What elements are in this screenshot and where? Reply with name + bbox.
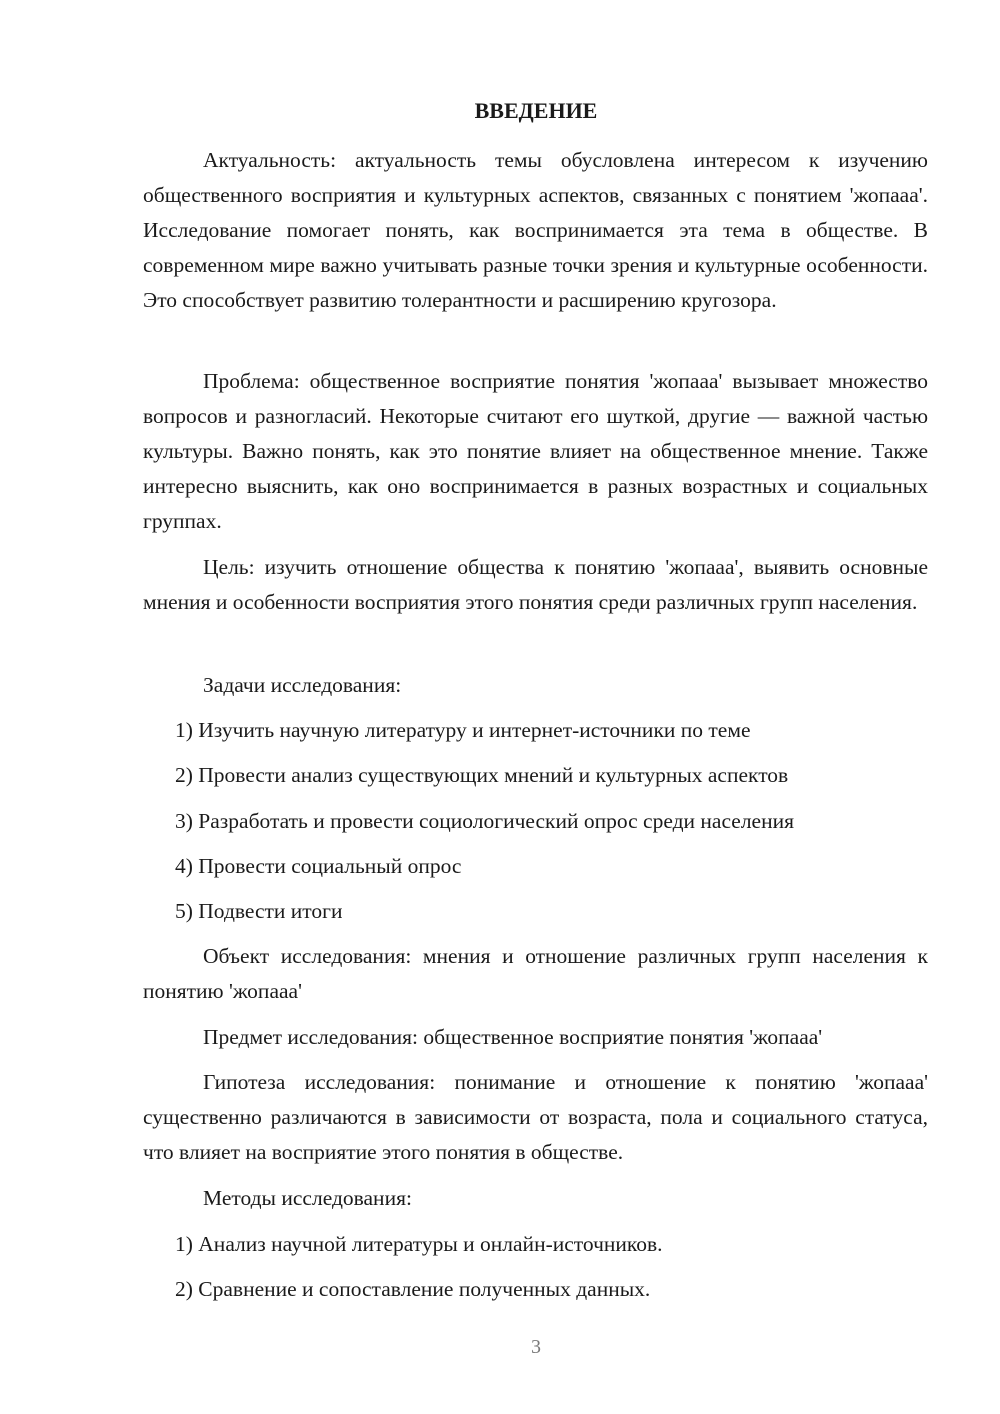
method-item: 1) Анализ научной литературы и онлайн-источников. — [175, 1232, 663, 1256]
task-item: 4) Провести социальный опрос — [175, 854, 462, 878]
task-item: 5) Подвести итоги — [175, 899, 343, 923]
task-item: 1) Изучить научную литературу и интернет-источники по теме — [175, 718, 751, 742]
page-number: 3 — [531, 1336, 541, 1358]
relevance-paragraph: Актуальность: актуальность темы обусловлена интересом к изучению общественного восприятия и культурных аспектов, связанных с понятием 'жопааа'. Исследование помогает понять, как воспринимается эта тема в обществе. В современном мире важно учитывать разные точки зрения и культурные особенности. Это способствует развитию толерантности и расширению кругозора. — [143, 148, 928, 312]
goal-paragraph: Цель: изучить отношение общества к понятию 'жопааа', выявить основные мнения и особенности восприятия этого понятия среди различных групп населения. — [143, 555, 928, 614]
task-item: 2) Провести анализ существующих мнений и культурных аспектов — [175, 763, 789, 787]
object-paragraph: Объект исследования: мнения и отношение различных групп населения к понятию 'жопааа' — [143, 944, 928, 1003]
methods-title: Методы исследования: — [203, 1186, 412, 1210]
hypothesis-paragraph: Гипотеза исследования: понимание и отношение к понятию 'жопааа' существенно различаются в зависимости от возраста, пола и социального статуса, что влияет на восприятие этого понятия в обществе. — [143, 1070, 928, 1164]
method-item: 2) Сравнение и сопоставление полученных данных. — [175, 1277, 651, 1301]
problem-paragraph: Проблема: общественное восприятие понятия 'жопааа' вызывает множество вопросов и разногласий. Некоторые считают его шуткой, другие — важной частью культуры. Важно понять, как это понятие влияет на общественное мнение. Также интересно выяснить, как оно воспринимается в разных возрастных и социальных группах. — [143, 369, 928, 533]
task-item: 3) Разработать и провести социологический опрос среди населения — [175, 809, 794, 833]
tasks-title: Задачи исследования: — [203, 673, 402, 697]
subject-paragraph: Предмет исследования: общественное восприятие понятия 'жопааа' — [203, 1025, 823, 1049]
page-title: ВВЕДЕНИЕ — [474, 98, 598, 123]
